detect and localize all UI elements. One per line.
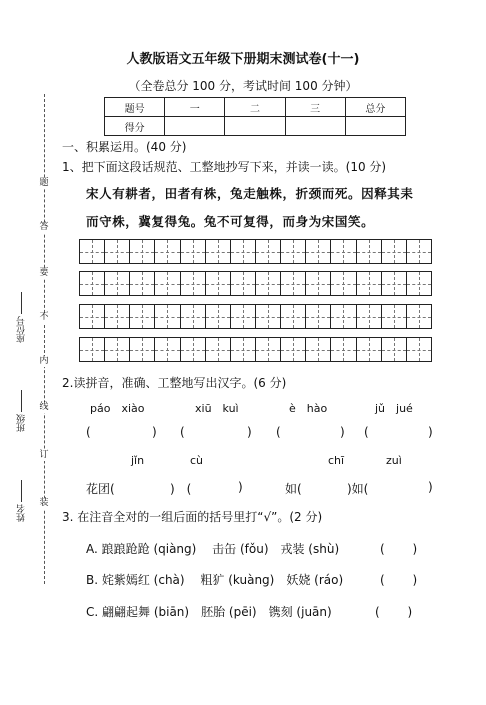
- idiom-prefix: 花团(: [86, 482, 115, 496]
- pinyin-item: è hào: [289, 402, 328, 415]
- writing-grid-row[interactable]: [79, 271, 432, 296]
- score-input-cell[interactable]: [285, 117, 345, 136]
- answer-paren-close: ): [340, 425, 345, 439]
- seat-number-label: [17, 292, 27, 343]
- idiom-blank: ): [238, 480, 243, 494]
- answer-paren-open: (: [364, 425, 369, 439]
- class-line[interactable]: [22, 390, 23, 412]
- score-table-header-row: [105, 98, 406, 117]
- pinyin-item: jǔ jué: [375, 402, 413, 415]
- binding-char: 装: [39, 498, 49, 508]
- binding-char: 答: [39, 222, 49, 232]
- score-table: [104, 97, 406, 136]
- score-input-cell[interactable]: [165, 117, 225, 136]
- score-table-cell: 得分: [105, 117, 165, 136]
- class-label: [17, 390, 27, 432]
- option-b-label: B. 姹紫嫣红 (chà) 粗犷 (kuàng) 妖娆 (ráo): [86, 573, 344, 587]
- name-text: 姓名: [17, 504, 27, 522]
- pinyin-item: chī: [328, 454, 345, 467]
- score-table-cell: 一: [165, 98, 225, 117]
- answer-paren-close: ): [247, 425, 252, 439]
- binding-dashed-line: [44, 94, 45, 584]
- answer-paren-close: ): [152, 425, 157, 439]
- binding-char: 题: [39, 178, 49, 188]
- seat-number-line[interactable]: [22, 292, 23, 314]
- passage-line-1: 宋人有耕者，田者有株，兔走触株，折颈而死。因释其耒: [86, 186, 414, 201]
- score-table-cell: 三: [285, 98, 345, 117]
- question-2-text: 2.读拼音，准确、工整地写出汉字。(6 分): [62, 376, 287, 390]
- writing-grid-row[interactable]: [79, 239, 432, 264]
- option-a-answer-paren[interactable]: ( ): [380, 542, 418, 556]
- question-1-text: 1、把下面这段话规范、工整地抄写下来，并读一读。(10 分): [62, 160, 387, 174]
- binding-char: 不: [39, 312, 49, 322]
- idiom-blank: )如(: [347, 482, 369, 496]
- binding-char: 线: [39, 402, 49, 412]
- answer-paren-open: (: [276, 425, 281, 439]
- idiom-blank: ): [428, 480, 433, 494]
- binding-char: 订: [39, 450, 49, 460]
- score-input-cell[interactable]: [225, 117, 285, 136]
- idiom-prefix: 如(: [285, 482, 302, 496]
- pinyin-item: xiū kuì: [195, 402, 239, 415]
- answer-paren-open: (: [180, 425, 185, 439]
- writing-grid-row[interactable]: [79, 304, 432, 329]
- option-c-answer-paren[interactable]: ( ): [375, 605, 413, 619]
- question-3-text: 3. 在注音全对的一组后面的括号里打“√”。(2 分): [62, 510, 323, 524]
- pinyin-item: jǐn: [131, 454, 145, 467]
- page-subtitle: （全卷总分 100 分，考试时间 100 分钟）: [128, 79, 358, 93]
- name-line[interactable]: [22, 480, 23, 502]
- section-heading: 一、积累运用。(40 分): [62, 140, 187, 154]
- score-table-score-row: [105, 117, 406, 136]
- idiom-blank: ) (: [170, 482, 192, 496]
- class-text: 班级: [17, 414, 27, 432]
- score-table-cell: 二: [225, 98, 285, 117]
- name-label: [17, 480, 27, 522]
- writing-grid-row[interactable]: [79, 337, 432, 362]
- score-input-cell[interactable]: [345, 117, 405, 136]
- pinyin-item: zuì: [386, 454, 402, 467]
- passage-line-2: 而守株，冀复得兔。兔不可复得，而身为宋国笑。: [86, 214, 375, 229]
- score-table-cell: 题号: [105, 98, 165, 117]
- option-a-label: A. 踉踉跄跄 (qiàng) 击缶 (fǒu) 戎装 (shù): [86, 542, 340, 556]
- score-table-cell: 总分: [345, 98, 405, 117]
- answer-paren-close: ): [428, 425, 433, 439]
- option-c-label: C. 翩翩起舞 (biān) 胚胎 (pēi) 镌刻 (juān): [86, 605, 332, 619]
- binding-char: 内: [39, 356, 49, 366]
- seat-number-text: 座位号: [17, 316, 27, 343]
- pinyin-item: páo xiào: [90, 402, 145, 415]
- pinyin-item: cù: [190, 454, 204, 467]
- answer-paren-open: (: [86, 425, 91, 439]
- option-b-answer-paren[interactable]: ( ): [380, 573, 418, 587]
- binding-char: 要: [39, 268, 49, 278]
- page-title: 人教版语文五年级下册期末测试卷(十一): [126, 52, 360, 67]
